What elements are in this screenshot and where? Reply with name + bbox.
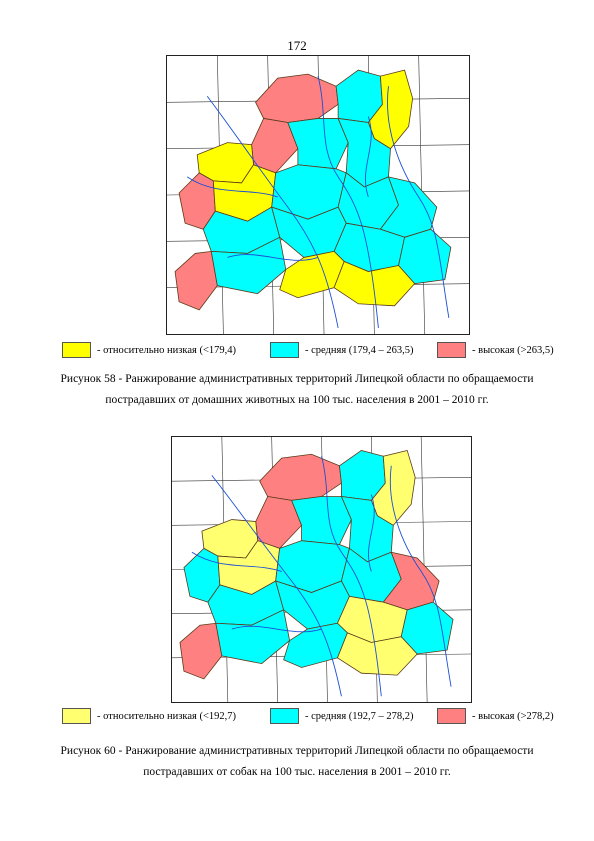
legend-label-medium: - средняя (179,4 – 263,5)	[305, 344, 414, 356]
figure-60-caption-line2: пострадавших от собак на 100 тыс. населения в 2001 – 2010 гг.	[143, 766, 451, 778]
district-south1	[280, 251, 344, 297]
page-number: 172	[287, 38, 307, 53]
figure-58-legend	[0, 341, 594, 359]
district-south1	[284, 623, 348, 667]
district-volov	[180, 623, 222, 679]
figure-60-map	[171, 436, 472, 703]
figure-60-caption-line1: Рисунок 60 - Ранжирование административных территорий Липецкой области по обращаемости	[60, 745, 534, 757]
legend-label-low: - относительно низкая (<192,7)	[97, 710, 236, 722]
figure-58-map	[166, 55, 470, 335]
legend-label-high: - высокая (>263,5)	[472, 344, 554, 356]
figure-58-caption	[40, 369, 554, 411]
district-lebed	[292, 497, 352, 545]
legend-swatch-high	[437, 708, 466, 724]
legend-label-high: - высокая (>278,2)	[472, 710, 554, 722]
legend-swatch-low	[62, 342, 91, 358]
legend-item-low	[62, 341, 236, 359]
legend-item-medium	[270, 341, 414, 359]
legend-swatch-high	[437, 342, 466, 358]
figure-60-caption	[40, 741, 554, 783]
legend-swatch-low	[62, 708, 91, 724]
legend-swatch-medium	[270, 342, 299, 358]
figure-60-map-svg	[172, 437, 471, 702]
figure-58-caption-line2: пострадавших от домашних животных на 100 тыс. населения в 2001 – 2010 гг.	[105, 394, 489, 406]
figure-58-caption-line1: Рисунок 58 - Ранжирование административных территорий Липецкой области по обращаемости	[60, 373, 534, 385]
district-lebed	[288, 118, 348, 168]
district-volov	[175, 251, 217, 309]
legend-item-medium	[270, 707, 414, 725]
figure-60-legend	[0, 707, 594, 725]
legend-label-medium: - средняя (192,7 – 278,2)	[305, 710, 414, 722]
legend-item-high	[437, 707, 554, 725]
legend-label-low: - относительно низкая (<179,4)	[97, 344, 236, 356]
legend-swatch-medium	[270, 708, 299, 724]
legend-item-high	[437, 341, 554, 359]
figure-58-map-svg	[167, 56, 469, 334]
legend-item-low	[62, 707, 236, 725]
